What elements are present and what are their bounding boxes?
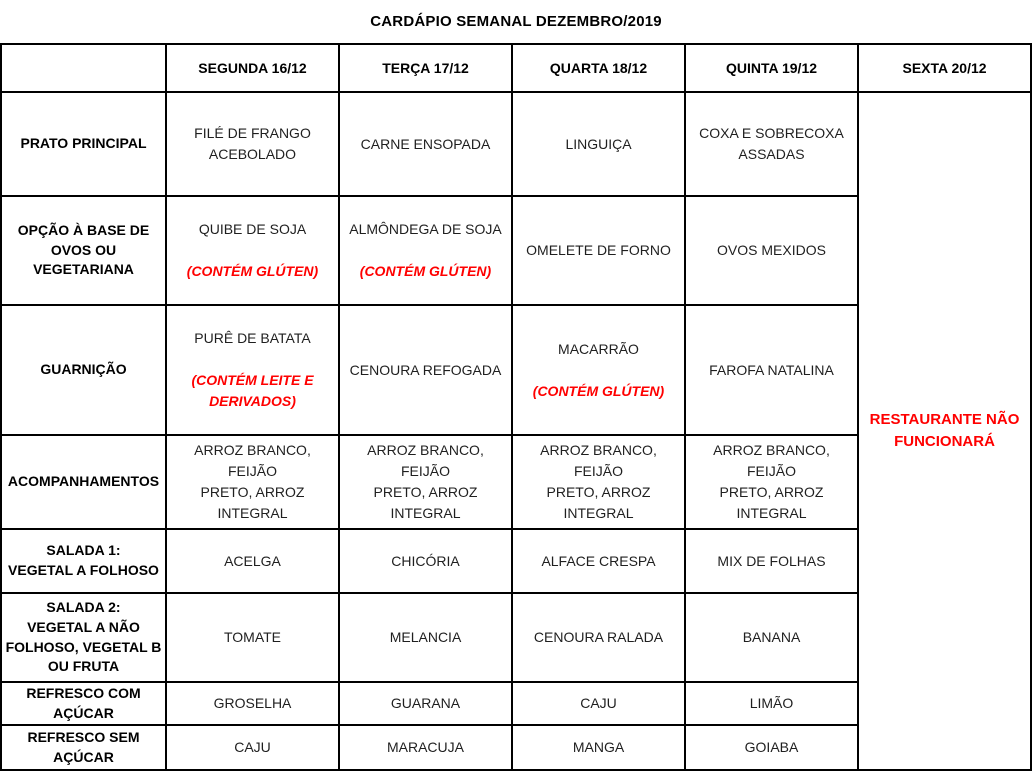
dish-text: MANGA (572, 739, 625, 756)
menu-cell (685, 593, 858, 682)
dish-text: BANANA (742, 629, 801, 645)
dish-text: ARROZ BRANCO, FEIJÃO PRETO, ARROZ INTEGRAL (713, 442, 830, 521)
table-row (1, 92, 1031, 196)
col-header-segunda: SEGUNDA 16/12 (166, 44, 339, 92)
menu-cell (166, 529, 339, 593)
closed-notice: RESTAURANTE NÃO FUNCIONARÁ (869, 411, 1020, 451)
dish-text: GOIABA (744, 739, 799, 756)
row-label-salada-2: SALADA 2: VEGETAL A NÃO FOLHOSO, VEGETAL B OU FRUTA (1, 593, 166, 682)
allergen-note: (CONTÉM GLÚTEN) (359, 263, 492, 279)
col-header-terca: TERÇA 17/12 (339, 44, 512, 92)
col-header-quinta: QUINTA 19/12 (685, 44, 858, 92)
menu-cell (339, 682, 512, 725)
menu-cell (685, 682, 858, 725)
dish-text: COXA E SOBRECOXA ASSADAS (699, 125, 844, 162)
dish-text: MACARRÃO (558, 340, 639, 357)
menu-cell (166, 593, 339, 682)
dish-text: FILÉ DE FRANGO ACEBOLADO (194, 125, 311, 162)
dish-text: CENOURA REFOGADA (349, 361, 502, 378)
dish-text: GROSELHA (213, 695, 292, 712)
menu-cell (166, 682, 339, 725)
dish-text: CHICÓRIA (391, 552, 460, 569)
menu-cell (339, 435, 512, 529)
menu-cell (339, 725, 512, 770)
menu-cell (166, 305, 339, 435)
dish-text: CENOURA RALADA (533, 629, 664, 645)
corner-cell (1, 44, 166, 92)
menu-cell (685, 196, 858, 305)
dish-text: QUIBE DE SOJA (198, 221, 307, 237)
menu-cell (685, 725, 858, 770)
row-label-guarnicao: GUARNIÇÃO (1, 305, 166, 435)
menu-title: CARDÁPIO SEMANAL DEZEMBRO/2019 (1, 0, 1031, 44)
dish-text: ARROZ BRANCO, FEIJÃO PRETO, ARROZ INTEGRAL (367, 442, 484, 521)
menu-cell (339, 196, 512, 305)
dish-text: OVOS MEXIDOS (717, 242, 826, 258)
menu-cell (512, 305, 685, 435)
menu-cell (166, 92, 339, 196)
menu-cell (512, 529, 685, 593)
friday-closed-cell (858, 92, 1031, 770)
menu-cell (339, 529, 512, 593)
row-label-refresco-sem-acucar: REFRESCO SEM AÇÚCAR (1, 725, 166, 770)
col-header-sexta: SEXTA 20/12 (858, 44, 1031, 92)
menu-cell (166, 196, 339, 305)
menu-cell (339, 305, 512, 435)
menu-cell (685, 92, 858, 196)
dish-text: CAJU (234, 739, 271, 756)
menu-cell (512, 92, 685, 196)
dish-text: MARACUJA (386, 739, 464, 756)
col-header-quarta: QUARTA 18/12 (512, 44, 685, 92)
menu-cell (339, 92, 512, 196)
menu-cell (339, 593, 512, 682)
dish-text: ACELGA (224, 552, 281, 569)
dish-text: CAJU (580, 695, 617, 712)
menu-cell (512, 435, 685, 529)
allergen-note: (CONTÉM GLÚTEN) (532, 382, 665, 399)
allergen-note: (CONTÉM LEITE E DERIVADOS) (191, 372, 314, 409)
dish-text: LINGUIÇA (565, 135, 632, 152)
menu-cell (512, 196, 685, 305)
dish-text: CARNE ENSOPADA (360, 135, 491, 152)
dish-text: ARROZ BRANCO, FEIJÃO PRETO, ARROZ INTEGRAL (194, 442, 311, 521)
menu-cell (512, 682, 685, 725)
menu-cell (512, 593, 685, 682)
dish-text: GUARANA (390, 695, 461, 712)
dish-text: PURÊ DE BATATA (194, 330, 311, 346)
menu-cell (685, 529, 858, 593)
menu-cell (512, 725, 685, 770)
dish-text: MIX DE FOLHAS (717, 552, 826, 569)
dish-text: ALFACE CRESPA (541, 552, 656, 569)
dish-text: ALMÔNDEGA DE SOJA (349, 221, 502, 237)
row-label-salada-1: SALADA 1: VEGETAL A FOLHOSO (1, 529, 166, 593)
dish-text: OMELETE DE FORNO (526, 242, 671, 258)
menu-cell (166, 435, 339, 529)
dish-text: FAROFA NATALINA (709, 361, 834, 378)
dish-text: MELANCIA (389, 629, 462, 645)
row-label-opcao-vegetariana: OPÇÃO À BASE DE OVOS OU VEGETARIANA (1, 196, 166, 305)
menu-cell (685, 435, 858, 529)
dish-text: LIMÃO (749, 695, 794, 712)
menu-cell (166, 725, 339, 770)
dish-text: TOMATE (223, 629, 282, 645)
row-label-acompanhamentos: ACOMPANHAMENTOS (1, 435, 166, 529)
dish-text: ARROZ BRANCO, FEIJÃO PRETO, ARROZ INTEGRAL (540, 442, 657, 521)
row-label-prato-principal: PRATO PRINCIPAL (1, 92, 166, 196)
menu-cell (685, 305, 858, 435)
row-label-refresco-com-acucar: REFRESCO COM AÇÚCAR (1, 682, 166, 725)
allergen-note: (CONTÉM GLÚTEN) (186, 263, 319, 279)
